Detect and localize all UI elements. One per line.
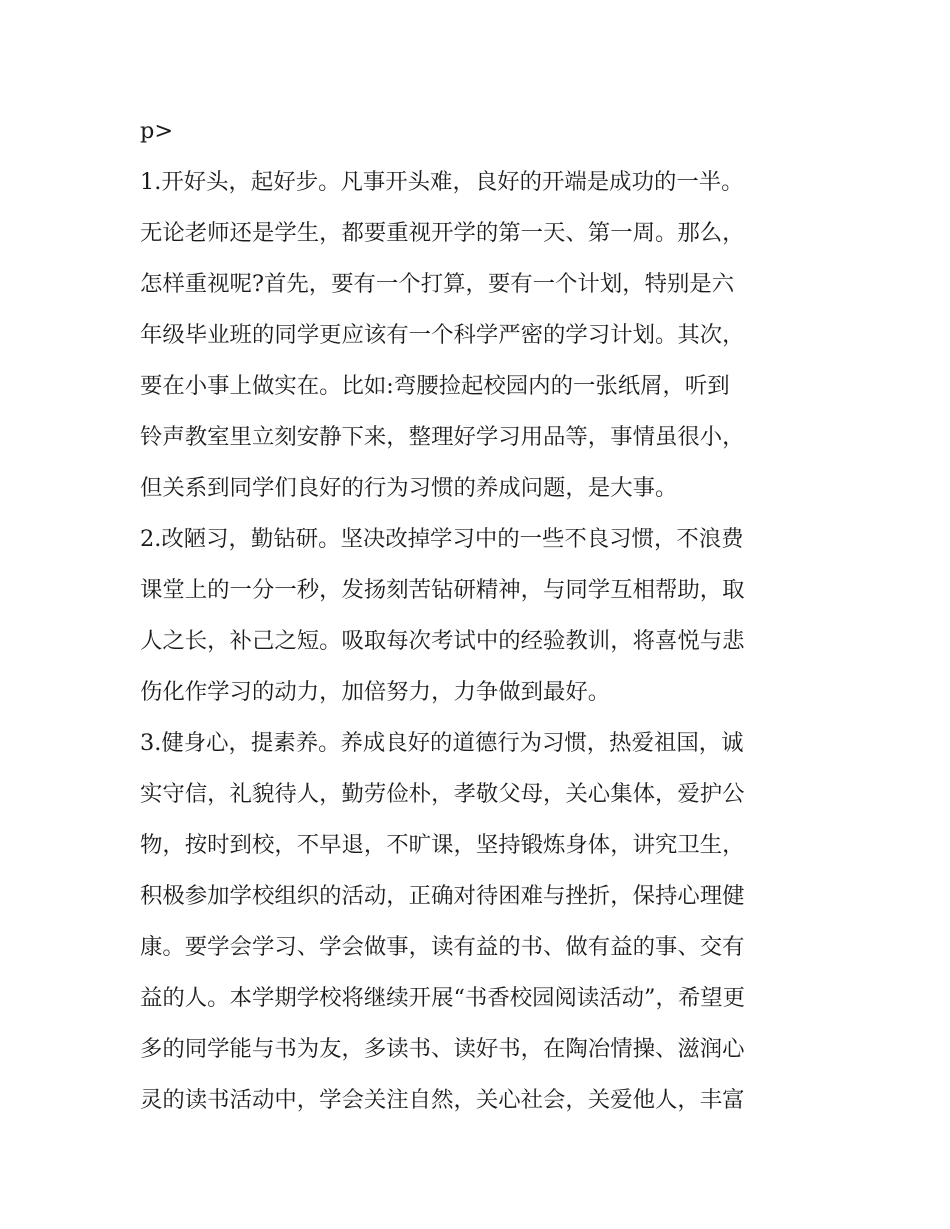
text-line: 铃声教室里立刻安静下来，整理好学习用品等，事情虽很小， [140,424,745,450]
text-line: 物，按时到校，不早退，不旷课，坚持锻炼身体，讲究卫生， [140,832,745,858]
text-line: 课堂上的一分一秒，发扬刻苦钻研精神，与同学互相帮助，取 [140,577,745,603]
text-line: 积极参加学校组织的活动，正确对待困难与挫折，保持心理健 [140,883,745,909]
text-line: 怎样重视呢?首先，要有一个打算，要有一个计划，特别是六 [140,271,735,297]
text-line: 2.改陋习，勤钻研。坚决改掉学习中的一些不良习惯，不浪费 [140,526,744,552]
text-line: 人之长，补己之短。吸取每次考试中的经验教训，将喜悦与悲 [140,628,745,654]
text-line: 要在小事上做实在。比如:弯腰捡起校园内的一张纸屑，听到 [140,373,730,399]
text-line: 灵的读书活动中，学会关注自然，关心社会，关爱他人，丰富 [140,1087,745,1113]
text-line: 多的同学能与书为友，多读书、读好书，在陶冶情操、滋润心 [140,1036,745,1062]
text-line: 3.健身心，提素养。养成良好的道德行为习惯，热爱祖国，诚 [140,730,744,756]
text-line: 无论老师还是学生，都要重视开学的第一天、第一周。那么， [140,220,745,246]
text-line: 实守信，礼貌待人，勤劳俭朴，孝敬父母，关心集体，爱护公 [140,781,745,807]
text-line: 1.开好头，起好步。凡事开头难，良好的开端是成功的一半。 [140,169,744,195]
text-line: p> [140,118,174,144]
text-line: 伤化作学习的动力，加倍努力，力争做到最好。 [140,679,611,705]
text-line: 益的人。本学期学校将继续开展“书香校园阅读活动”，希望更 [140,985,746,1011]
document-body [140,106,820,1126]
text-line: 年级毕业班的同学更应该有一个科学严密的学习计划。其次， [140,322,745,348]
text-line: 但关系到同学们良好的行为习惯的养成问题，是大事。 [140,475,678,501]
text-line: 康。要学会学习、学会做事，读有益的书、做有益的事、交有 [140,934,745,960]
